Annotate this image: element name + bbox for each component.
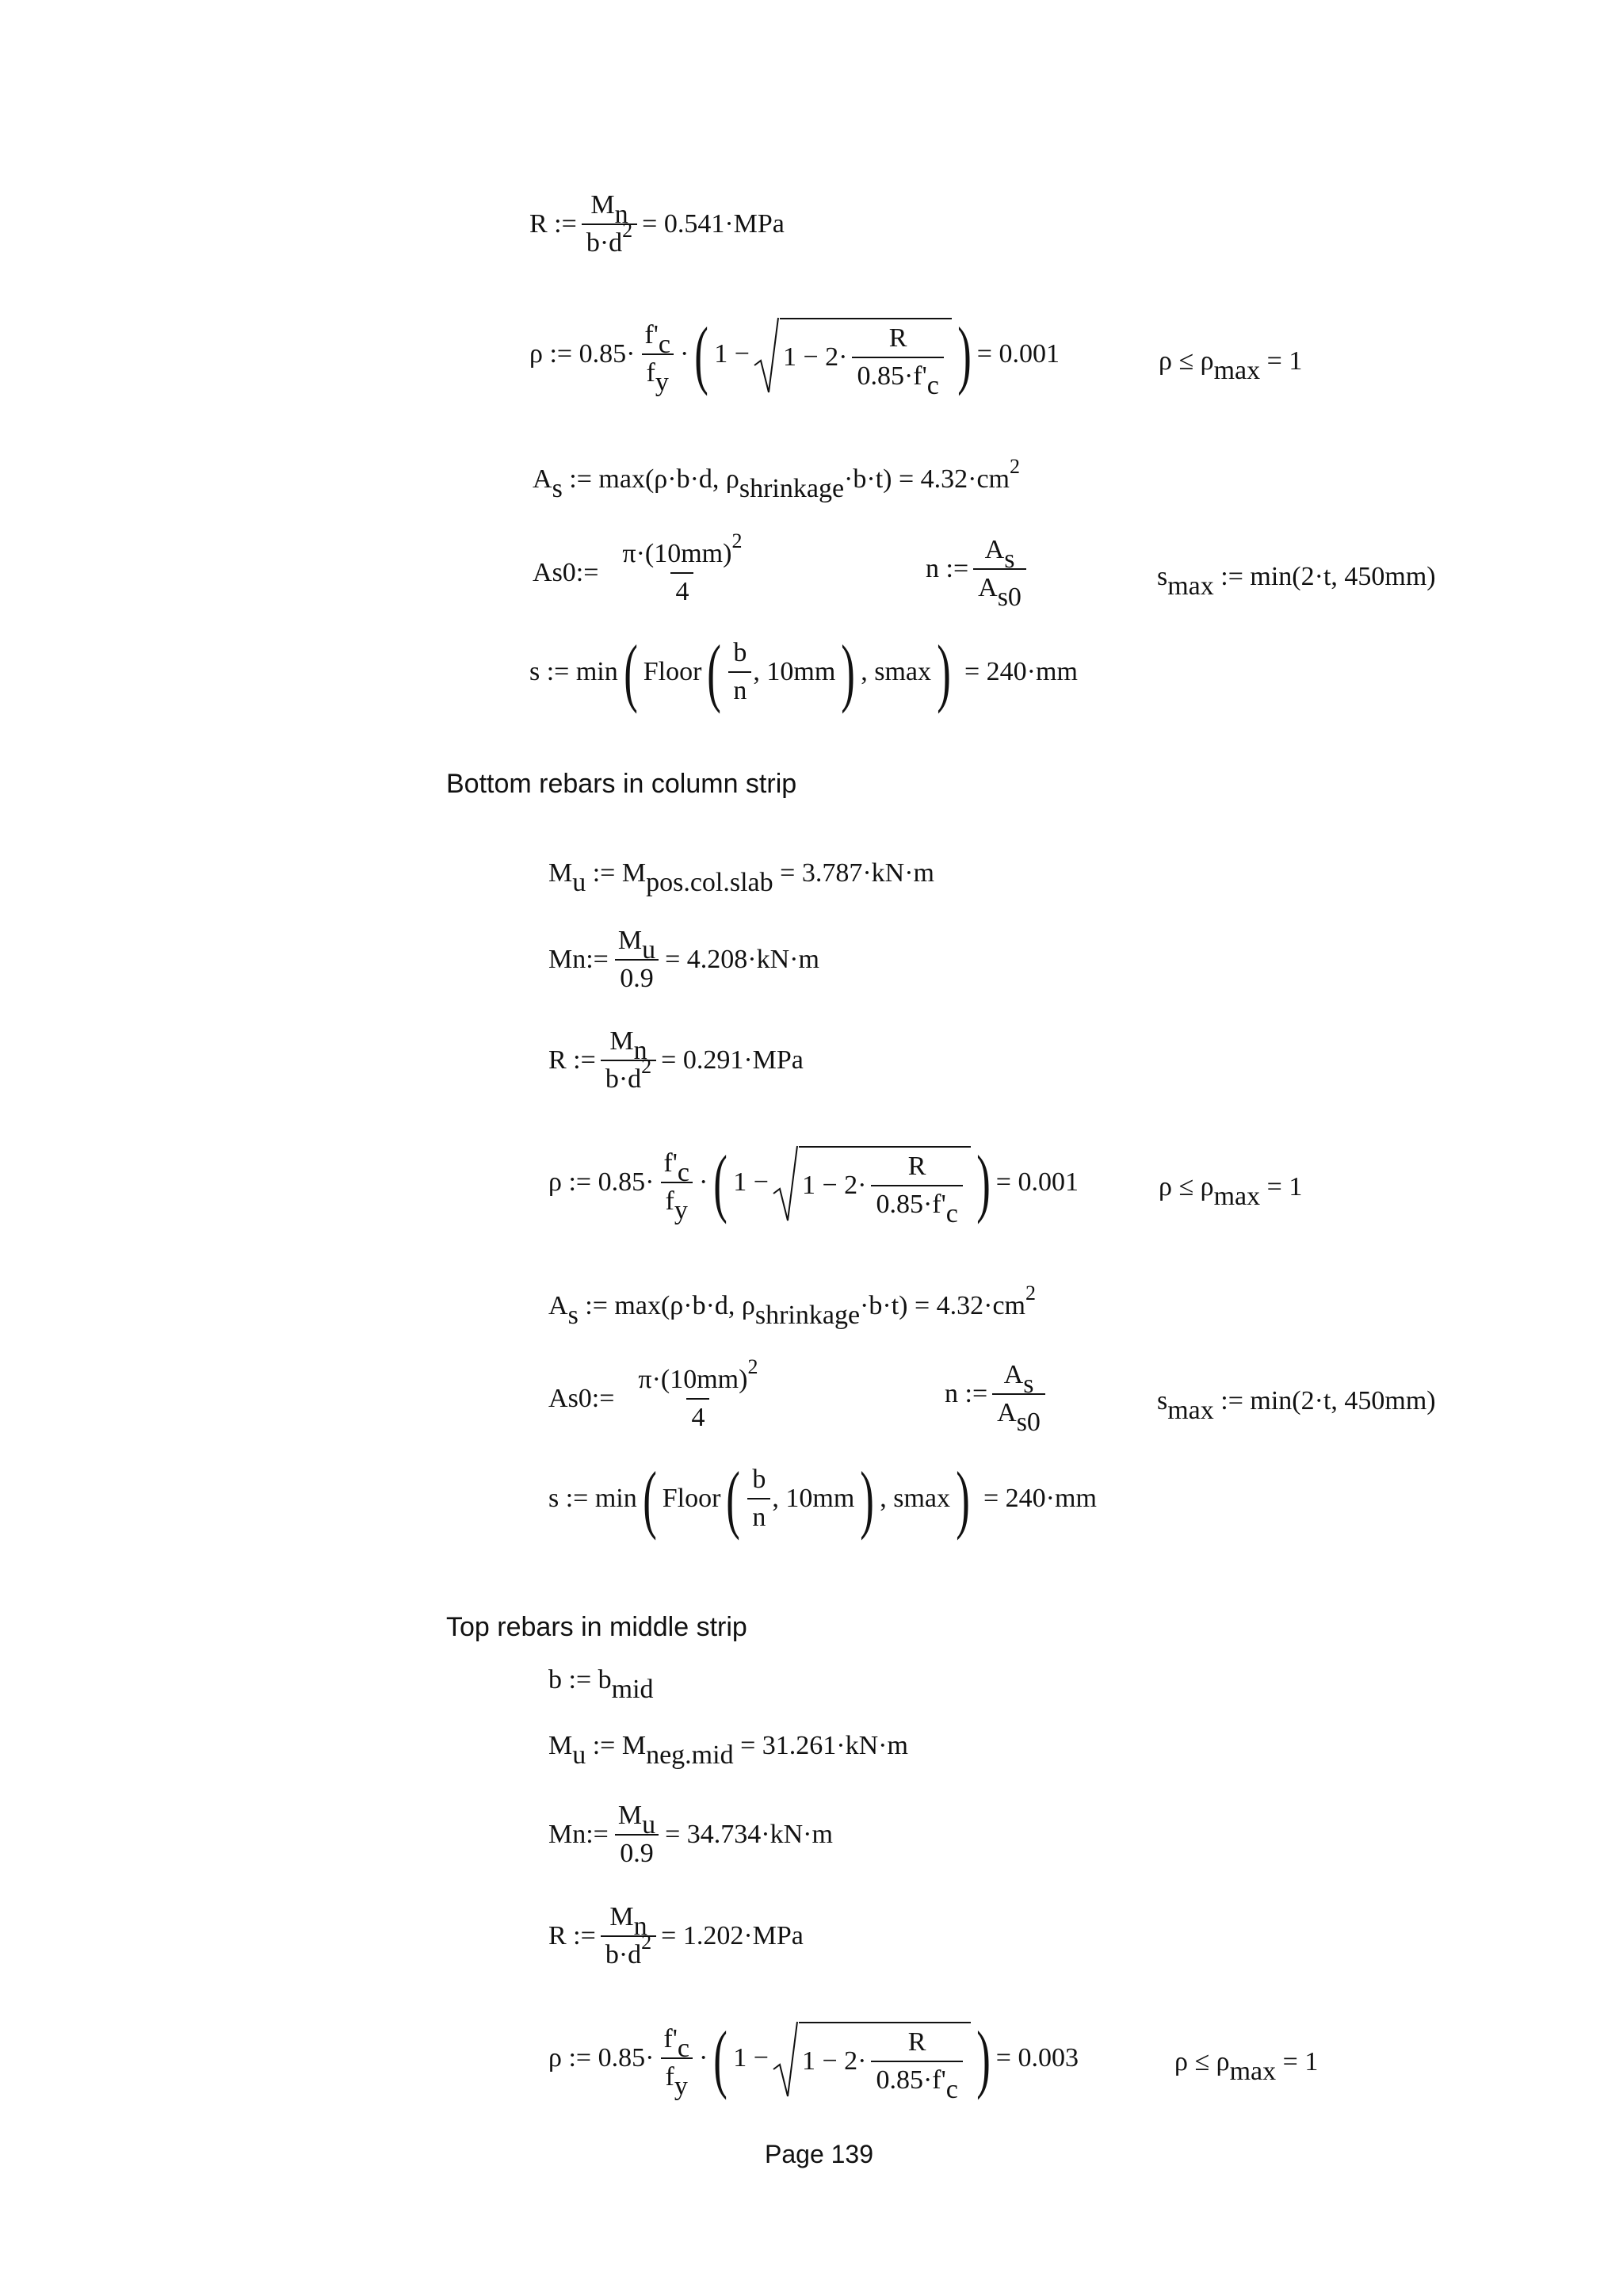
- eq-As0-2: A s0 := $\frac{\pi\cdot(10mm)^2}{4}$: [548, 1355, 758, 1432]
- eq-smax-2: $s_{max}$ := min(2·t, 450mm): [1157, 1386, 1436, 1425]
- rho-check-2: $\rho \le \rho_{max} = 1$: [1159, 1172, 1303, 1211]
- eq-n-1: n := $\frac{A_s}{A_{s0}}$: [926, 535, 1031, 603]
- eq-As-2: $A_s$ := max(ρ·b·d, $\rho_{shrinkage}\cdot b\cdot t) = 4.32\cdot cm^2$: [548, 1282, 1036, 1330]
- eq-rho-2: ρ := 0.85· $\frac{f'_c}{f_y}$ · ( 1 − 1 − 2· $\frac{R}{0.85\cdot f'_c}$ ) = 0.001: [548, 1140, 1079, 1228]
- eq-Mu-3: $M_u$ := $M_{neg.mid} = 31.261\cdot kN\cdot m$: [548, 1731, 908, 1770]
- eq-s-2: s := min ( Floor ( $\frac{b}{n}$ , 10mm ) , s max ) = 240·mm: [548, 1456, 1097, 1541]
- eq-As0-1: A s0 := $\frac{\pi\cdot(10mm)^2}{4}$: [533, 529, 743, 606]
- eq-rho-1: ρ := 0.85· $\frac{f'_c}{f_y}$ · ( 1 − 1 − 2· $\frac{R}{0.85\cdot f'_c}$ ) = 0.001: [529, 311, 1060, 400]
- eq-b-3: b := $b_{mid}$: [548, 1665, 654, 1704]
- eq-smax-1: $s_{max}$ := min(2·t, 450mm): [1157, 562, 1436, 601]
- eq-Mn-2: M n := $\frac{M_u}{0.9}$ = 4.208·kN·m: [548, 926, 819, 993]
- eq-Mu-2: $M_u$ := $M_{pos.col.slab} = 3.787\cdot kN\cdot m$: [548, 858, 934, 897]
- rho-check-3: $\rho \le \rho_{max} = 1$: [1174, 2047, 1319, 2086]
- eq-R-2: R := $\frac{M_n}{b\cdot d^2}$ = 0.291·MPa: [548, 1026, 804, 1094]
- heading-top-rebars: Top rebars in middle strip: [446, 1612, 747, 1642]
- eq-As-1: $A_s$ := max(ρ·b·d, $\rho_{shrinkage}\cdot b\cdot t) = 4.32\cdot cm^2$: [533, 455, 1020, 503]
- eq-n-2: n := $\frac{A_s}{A_{s0}}$: [945, 1360, 1050, 1428]
- eq-R-1: R := $\frac{M_n}{b\cdot d^2}$ = 0.541·MPa: [529, 190, 785, 258]
- eq-rho-3: ρ := 0.85· $\frac{f'_c}{f_y}$ · ( 1 − 1 − 2· $\frac{R}{0.85\cdot f'_c}$ ) = 0.003: [548, 2015, 1079, 2104]
- eq-R-3: R := $\frac{M_n}{b\cdot d^2}$ = 1.202·MPa: [548, 1902, 804, 1969]
- heading-bottom-rebars: Bottom rebars in column strip: [446, 769, 797, 799]
- page-number: Page 139: [765, 2140, 874, 2168]
- eq-s-1: s := min ( Floor ( $\frac{b}{n}$ , 10mm ) , s max ) = 240·mm: [529, 629, 1078, 714]
- rho-check-1: $\rho \le \rho_{max} = 1$: [1159, 346, 1303, 385]
- eq-Mn-3: M n := $\frac{M_u}{0.9}$ = 34.734·kN·m: [548, 1801, 833, 1868]
